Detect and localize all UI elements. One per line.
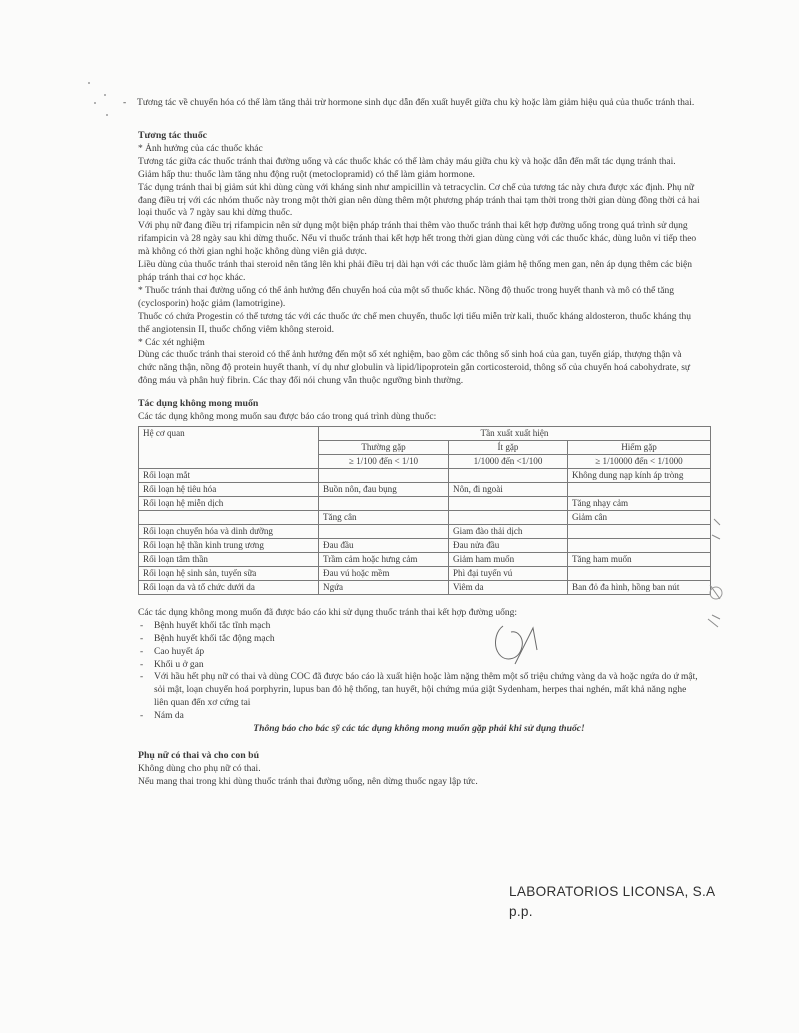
- report-warning: Thông báo cho bác sỹ các tác dụng không mong muốn gặp phải khi sử dụng thuốc!: [253, 723, 585, 735]
- table-row: [139, 510, 711, 524]
- interaction-paragraph: Giảm hấp thu: thuốc làm tăng nhu động ruột (metoclopramid) có thể làm giảm hormone.: [138, 169, 475, 180]
- coc-intro: Các tác dụng không mong muốn đã được báo cáo khi sử dụng thuốc tránh thai kết hợp đường uống:: [138, 607, 518, 618]
- organ-cell: Rối loạn hệ miễn dịch: [139, 496, 319, 510]
- list-item: - Cao huyết áp: [138, 646, 700, 659]
- range-header: ≥ 1/10000 đến < 1/1000: [568, 454, 711, 468]
- effect-cell: Tăng nhạy cảm: [568, 496, 711, 510]
- interaction-paragraph: * Các xét nghiệm: [138, 337, 205, 348]
- scan-specks: [86, 80, 126, 120]
- interaction-paragraph: * Ảnh hưởng của các thuốc khác: [138, 143, 263, 154]
- effect-cell: [568, 482, 711, 496]
- effect-cell: Ngứa: [319, 580, 449, 594]
- table-row: [139, 524, 711, 538]
- table-row: [139, 482, 711, 496]
- effect-cell: Tăng ham muốn: [568, 552, 711, 566]
- organ-cell: [139, 510, 319, 524]
- interaction-paragraph: Tác dụng tránh thai bị giảm sút khi dùng cùng với kháng sinh như ampicillin và tetracyclin. Cơ chế của tương tác này chưa được xác định. Phụ nữ đang điều trị với các nhóm thuốc này trong một thời gian nên dùng thêm một phương pháp tránh thai tạm thời trong thời gian dùng đồng thời cả hai loại thuốc và 7 ngày sau khi dừng thuốc.: [138, 182, 700, 219]
- organ-cell: Rối loạn da và tổ chức dưới da: [139, 580, 319, 594]
- list-item: - Khối u ở gan: [138, 659, 700, 672]
- effect-cell: Giảm cân: [568, 510, 711, 524]
- organ-cell: Rối loạn hệ thần kinh trung ương: [139, 538, 319, 552]
- pp-mark: p.p.: [509, 904, 533, 919]
- effect-cell: [449, 496, 568, 510]
- organ-cell: Rối loạn hệ sinh sản, tuyến sữa: [139, 566, 319, 580]
- stamp-edge-mark: [694, 515, 724, 635]
- side-effects-rows: [139, 468, 711, 594]
- interaction-bullet: [123, 97, 697, 110]
- interaction-bullet-text: Tương tác về chuyển hóa có thể làm tăng thải trừ hormone sinh dục dẫn đến xuất huyết giữa chu kỳ hoặc làm giảm hiệu quả của thuốc tránh thai.: [137, 97, 695, 108]
- effect-cell: [449, 468, 568, 482]
- table-row: [139, 468, 711, 482]
- drug-interactions-heading: Tương tác thuốc: [138, 130, 207, 141]
- organ-cell: Rối loạn tâm thần: [139, 552, 319, 566]
- effect-cell: Tăng cân: [319, 510, 449, 524]
- list-item: - Nám da: [138, 710, 700, 723]
- effect-cell: [568, 524, 711, 538]
- effect-cell: [449, 510, 568, 524]
- effect-cell: [568, 538, 711, 552]
- effect-cell: Nôn, đi ngoài: [449, 482, 568, 496]
- side-effects-heading: Tác dụng không mong muốn: [138, 398, 259, 410]
- range-header: ≥ 1/100 đến < 1/10: [319, 454, 449, 468]
- interaction-paragraph: Thuốc có chứa Progestin có thể tương tác với các thuốc ức chế men chuyển, thuốc lợi tiểu miễn trừ kali, thuốc kháng aldosteron, thuốc kháng thụ thể angiotensin II, thuốc chống viêm không steroid.: [138, 311, 691, 335]
- effect-cell: Giảm ham muốn: [449, 552, 568, 566]
- table-row: [139, 580, 711, 594]
- pregnancy-line: Nếu mang thai trong khi dùng thuốc tránh thai đường uống, nên dừng thuốc ngay lập tức.: [138, 776, 478, 787]
- column-header: Thường gặp: [319, 440, 449, 454]
- pen-mark-scribble: [475, 620, 565, 670]
- effect-cell: Phì đại tuyến vú: [449, 566, 568, 580]
- effect-cell: [319, 524, 449, 538]
- pregnancy-line: Không dùng cho phụ nữ có thai.: [138, 763, 261, 774]
- effect-cell: Giam đào thải dịch: [449, 524, 568, 538]
- table-row: [139, 552, 711, 566]
- interaction-paragraph: Liều dùng của thuốc tránh thai steroid nên tăng lên khi phải điều trị dài hạn với các thuốc làm giảm hệ thống men gan, nên áp dụng thêm các biện pháp tránh thai cơ học khác.: [138, 260, 693, 283]
- table-row: [139, 566, 711, 580]
- interaction-paragraph: Với phụ nữ đang điều trị rifampicin nên sử dụng một biện pháp tránh thai thêm vào thuốc tránh thai kết hợp đường uống trong quá trình sử dụng rifampicin và 28 ngày sau khi dừng thuốc. Nếu vỉ thuốc tránh thai kết hợp hết trong thời gian dùng cùng với các thuốc khác, dùng luôn vỉ tiếp theo mà không có thời gian nghỉ hoặc không dùng viên giả dược.: [138, 221, 697, 258]
- effect-cell: [319, 496, 449, 510]
- organ-cell: Rối loạn hệ tiêu hóa: [139, 482, 319, 496]
- organ-header: Hệ cơ quan: [139, 426, 319, 468]
- company-name: LABORATORIOS LICONSA, S.A: [509, 884, 716, 899]
- interaction-paragraph: Tương tác giữa các thuốc tránh thai đường uống và các thuốc khác có thể làm chảy máu giữa chu kỳ và hoặc dẫn đến mất tác dụng tránh thai.: [138, 156, 676, 167]
- effect-cell: Ban đỏ đa hình, hồng ban nút: [568, 580, 711, 594]
- interaction-paragraph: * Thuốc tránh thai đường uống có thể ảnh hưởng đến chuyển hoá của một số thuốc khác. Nồng độ thuốc trong huyết thanh và mô có thể tăng (cyclosporin) hoặc giảm (lamotrigine).: [138, 285, 674, 309]
- effect-cell: Đau nửa đầu: [449, 538, 568, 552]
- effect-cell: [568, 566, 711, 580]
- table-row: [139, 496, 711, 510]
- table-row: [139, 538, 711, 552]
- effect-cell: Viêm da: [449, 580, 568, 594]
- side-effects-table: [138, 426, 711, 595]
- effect-cell: Không dung nạp kính áp tròng: [568, 468, 711, 482]
- bullet-marker: -: [123, 97, 127, 108]
- column-header: Hiếm gặp: [568, 440, 711, 454]
- side-effects-intro: Các tác dụng không mong muốn sau được báo cáo trong quá trình dùng thuốc:: [138, 412, 437, 423]
- effect-cell: Đau đầu: [319, 538, 449, 552]
- range-header: 1/1000 đến <1/100: [449, 454, 568, 468]
- organ-cell: Rối loạn chuyển hóa và dinh dưỡng: [139, 524, 319, 538]
- signature-block: [509, 882, 715, 922]
- organ-cell: Rối loạn mắt: [139, 468, 319, 482]
- frequency-header: Tần xuất xuất hiện: [319, 426, 711, 440]
- coc-list: [138, 620, 700, 723]
- list-item: - Với hầu hết phụ nữ có thai và dùng COC đã được báo cáo là xuất hiện hoặc làm nặng thêm một số triệu chứng vàng da và hoặc ngứa do ứ mật, sỏi mật, loạn chuyển hoá porphyrin, lupus ban đỏ hệ thống, tan huyết, hội chứng múa giật Sydenham, herpes thai nghén, mất khả năng nghe liên quan đến xơ cứng tai: [138, 671, 700, 710]
- effect-cell: Đau vú hoặc mềm: [319, 566, 449, 580]
- list-item: - Bệnh huyết khối tắc động mạch: [138, 633, 700, 646]
- list-item: - Bệnh huyết khối tắc tĩnh mạch: [138, 620, 700, 633]
- effect-cell: Trầm cảm hoặc hưng cảm: [319, 552, 449, 566]
- column-header: Ít gặp: [449, 440, 568, 454]
- effect-cell: Buồn nôn, đau bụng: [319, 482, 449, 496]
- pregnancy-heading: Phụ nữ có thai và cho con bú: [138, 750, 260, 761]
- document-body: [138, 130, 700, 789]
- interaction-paragraph: Dùng các thuốc tránh thai steroid có thể ảnh hưởng đến một số xét nghiệm, bao gồm các thông số sinh hoá của gan, tuyến giáp, thượng thận và chức năng thận, nồng độ protein huyết thanh, ví dụ như globulin và lipid/lipoprotein gắn corticosteroid, thông số của chuyển hoá cabohydrate, sự đông máu và phân huỷ fibrin. Các thay đổi nói chung vẫn thuộc ngưỡng bình thường.: [138, 350, 691, 387]
- effect-cell: [319, 468, 449, 482]
